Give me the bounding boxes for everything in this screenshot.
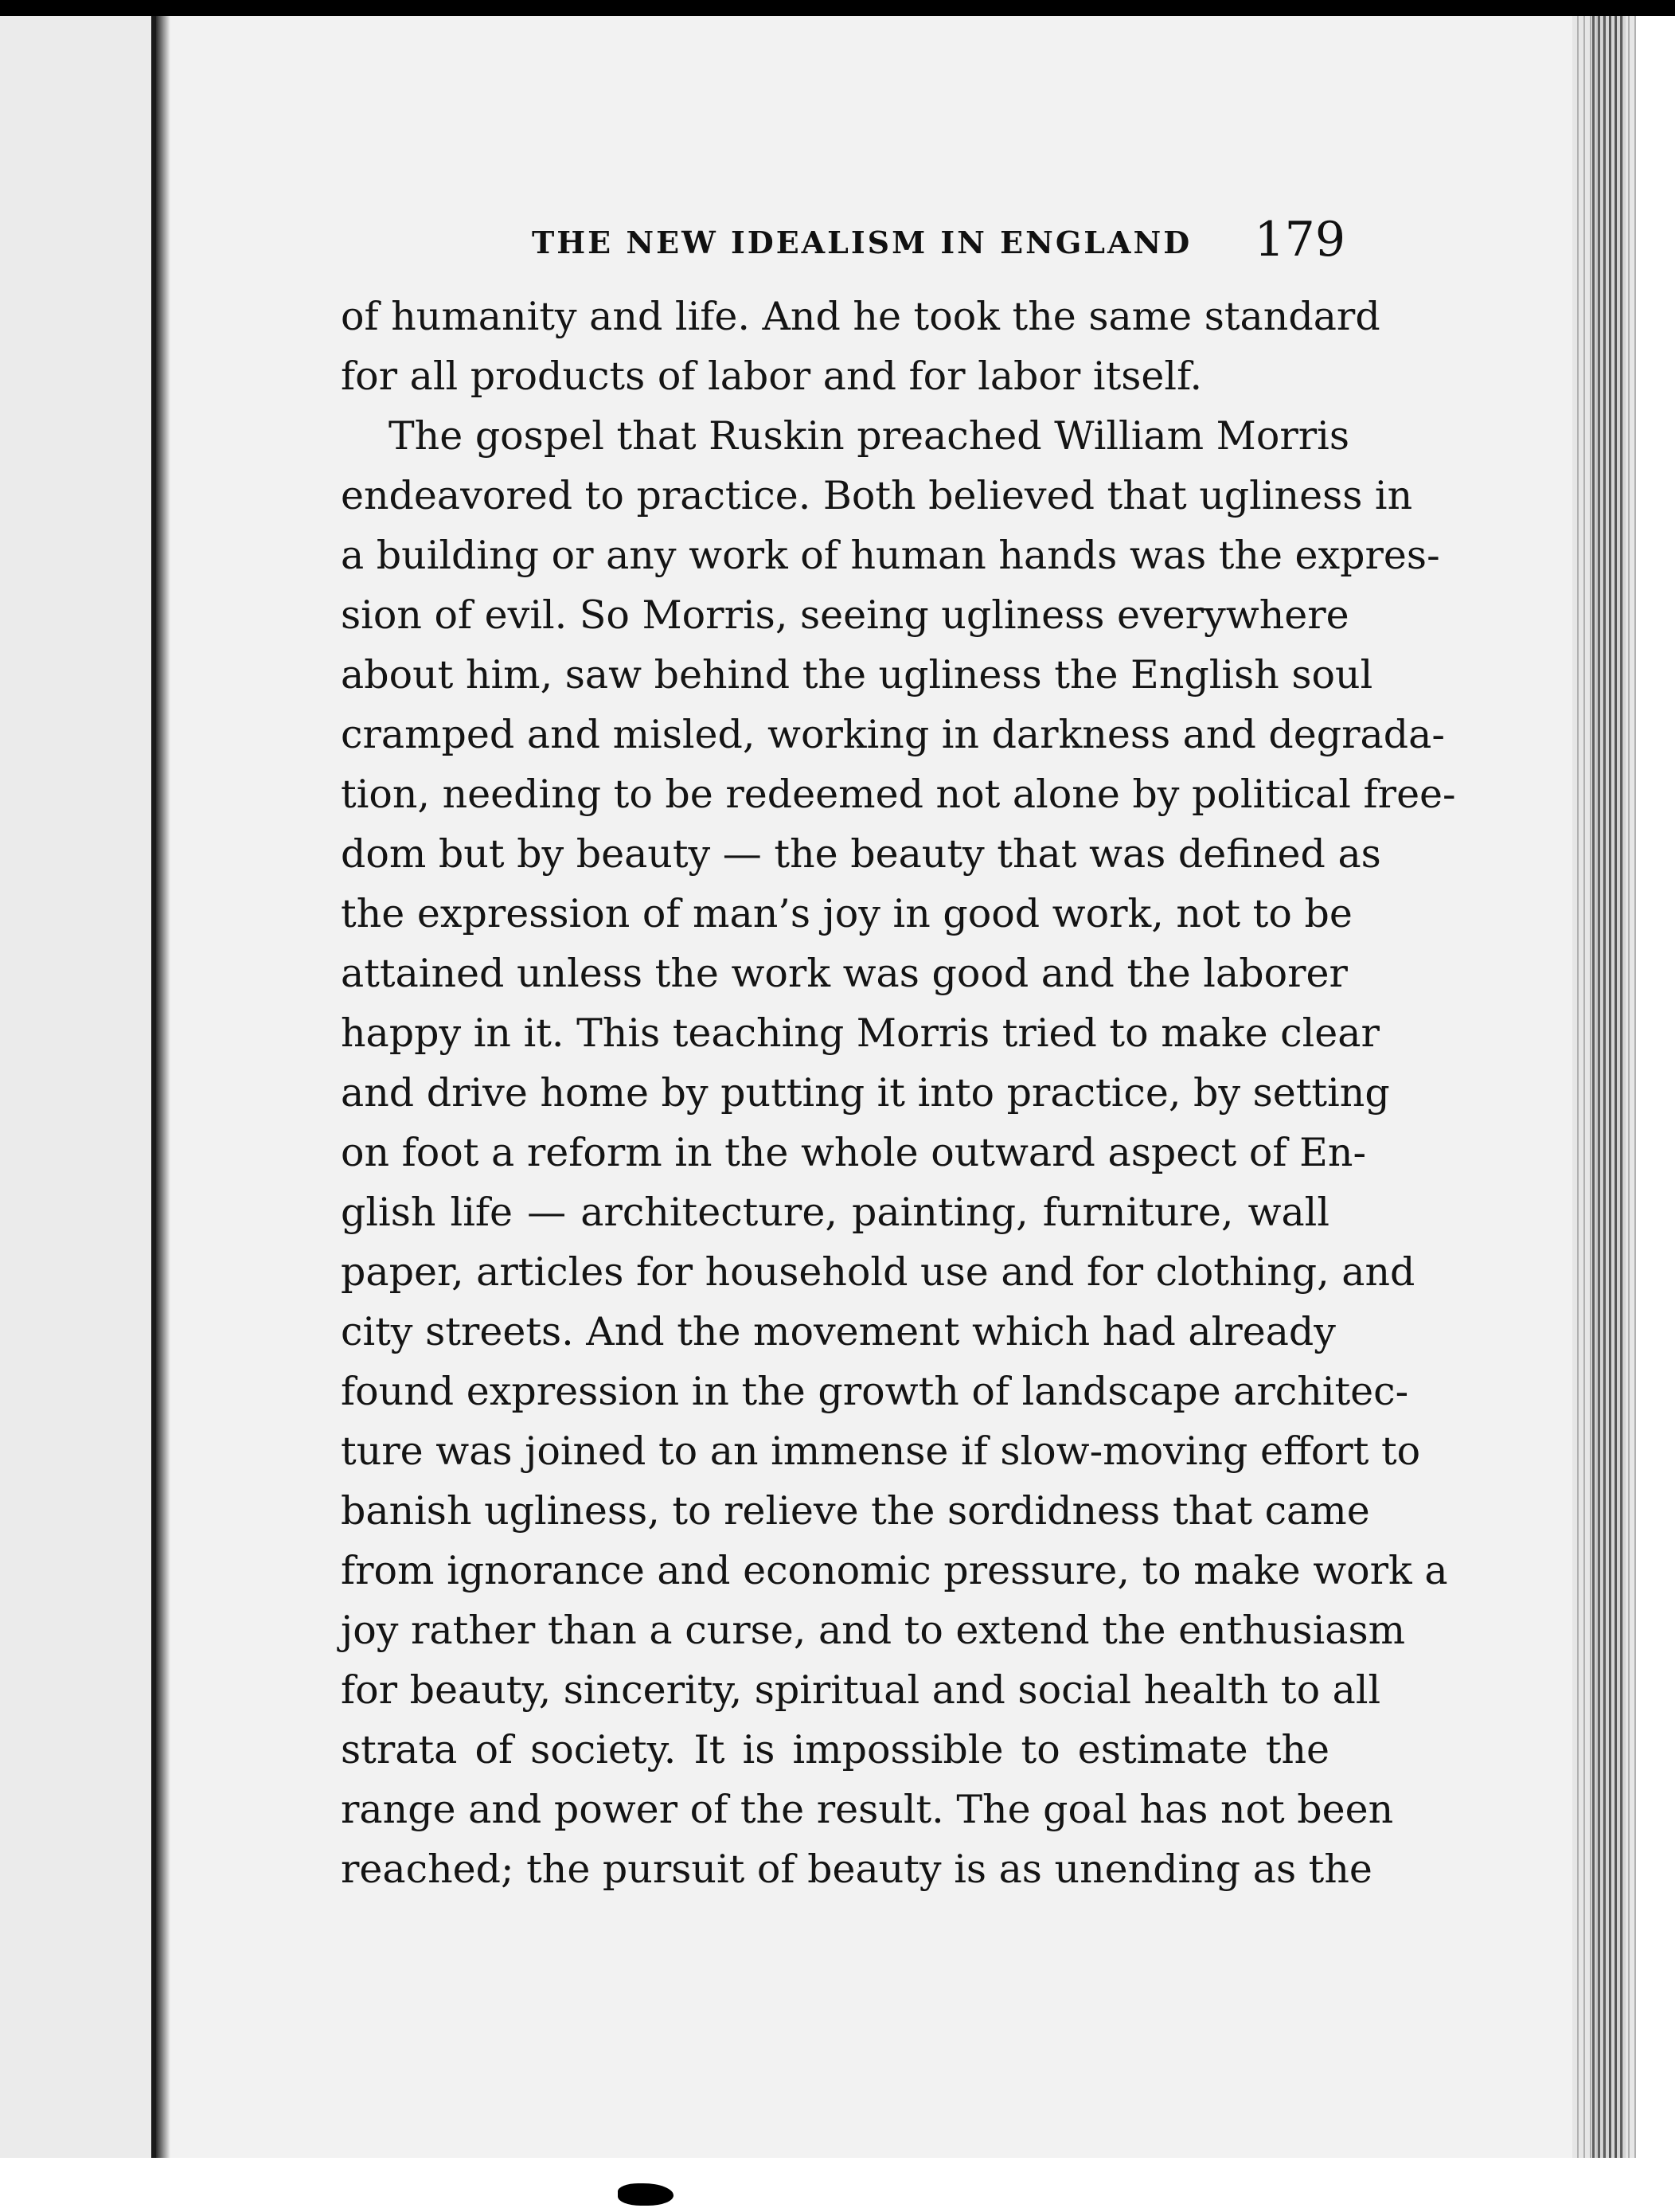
text-line: paper, articles for household use and for clothing, and: [341, 1249, 1415, 1295]
text-line: joy rather than a curse, and to extend the enthusiasm: [341, 1608, 1406, 1653]
scan-artifact-mark: [618, 2183, 674, 2206]
running-title: THE NEW IDEALISM IN ENGLAND: [532, 225, 1193, 260]
page-header: [334, 209, 1345, 272]
page-stack-shading: [1592, 16, 1626, 2158]
text-line: dom but by beauty — the beauty that was defined as: [341, 831, 1381, 877]
text-line: endeavored to practice. Both believed that ugliness in: [341, 473, 1413, 518]
top-scan-border: [0, 0, 1675, 16]
text-line: of humanity and life. And he took the same standard: [341, 294, 1380, 339]
text-line: a building or any work of human hands was the expres-: [341, 533, 1440, 578]
body-text: [341, 287, 1456, 1899]
facing-page-edge: [0, 16, 156, 2158]
text-line: glish life — architecture, painting, furniture, wall: [341, 1190, 1329, 1235]
text-line: about him, saw behind the ugliness the English soul: [341, 652, 1373, 698]
text-line: banish ugliness, to relieve the sordidness that came: [341, 1488, 1370, 1534]
scan-margin-right: [1636, 16, 1675, 2212]
text-line: cramped and misled, working in darkness and degrada-: [341, 712, 1445, 757]
text-line: from ignorance and economic pressure, to make work a: [341, 1548, 1448, 1593]
text-line: for beauty, sincerity, spiritual and social health to all: [341, 1667, 1381, 1713]
text-line: sion of evil. So Morris, seeing ugliness everywhere: [341, 592, 1349, 638]
text-line: The gospel that Ruskin preached William Morris: [388, 413, 1349, 459]
text-line: found expression in the growth of landscape architec-: [341, 1369, 1409, 1414]
text-line: strata of society. It is impossible to estimate the: [341, 1727, 1329, 1772]
text-line: for all products of labor and for labor itself.: [341, 354, 1203, 399]
text-line: and drive home by putting it into practice, by setting: [341, 1070, 1390, 1116]
text-line: tion, needing to be redeemed not alone by political free-: [341, 772, 1456, 817]
page-number: 179: [1254, 212, 1345, 268]
text-line: the expression of man’s joy in good work, not to be: [341, 891, 1353, 936]
text-line: range and power of the result. The goal has not been: [341, 1787, 1394, 1832]
gutter-shadow: [156, 16, 170, 2158]
text-line: city streets. And the movement which had already: [341, 1309, 1336, 1354]
text-line: on foot a reform in the whole outward aspect of En-: [341, 1130, 1367, 1175]
text-line: ture was joined to an immense if slow-moving effort to: [341, 1428, 1421, 1474]
text-line: happy in it. This teaching Morris tried to make clear: [341, 1010, 1380, 1056]
text-line: attained unless the work was good and the laborer: [341, 951, 1348, 996]
scan-margin-bottom: [0, 2158, 1675, 2212]
text-line: reached; the pursuit of beauty is as unending as the: [341, 1847, 1372, 1892]
